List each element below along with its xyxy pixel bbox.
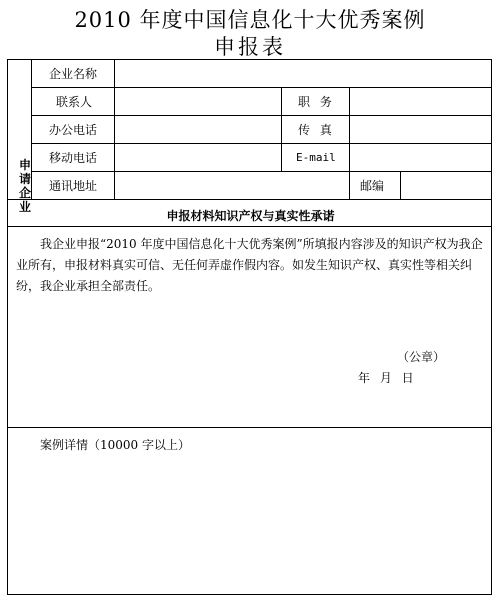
fax-label: 传 真 [298,123,332,137]
title-line-1: 2010 年度中国信息化十大优秀案例 [74,8,426,32]
section-divider-applicant [8,199,492,200]
contact-field[interactable] [116,89,279,114]
pledge-body: 我企业申报“2010 年度中国信息化十大优秀案例”所填报内容涉及的知识产权为我企业所有，申报材料真实可信、无任何弄虚作假内容。如发生知识产权、真实性等相关纠纷，我企业承担全部责任。 [16,237,483,293]
postcode-label-right-divider [400,171,401,199]
row-divider-4 [31,171,492,172]
row-divider-3 [31,143,492,144]
application-form-table [7,59,492,595]
right-label-left-divider [281,87,282,171]
title-line-2: 申报表 [214,35,286,59]
fax-field[interactable] [351,117,490,142]
position-label: 职 务 [298,95,332,109]
row-divider-2 [31,115,492,116]
postcode-label: 邮编 [360,179,385,193]
section-divider-pledge [8,427,492,428]
email-field[interactable] [351,145,490,170]
seal-label: （公章） [397,350,446,364]
position-field[interactable] [351,89,490,114]
mobile-phone-field[interactable] [116,145,279,170]
office-phone-label: 办公电话 [49,123,98,137]
postcode-label-left-divider [349,171,350,199]
case-detail-field[interactable] [10,455,490,593]
date-label: 年 月 日 [358,371,414,385]
label-column-divider [114,60,115,199]
row-divider-1 [31,87,492,88]
applicant-side-label: 申 请 企 业 [18,158,31,214]
email-label: E-mail [296,151,336,164]
postcode-field[interactable] [402,173,490,198]
pledge-heading-divider [8,226,492,227]
company-name-field[interactable] [116,61,490,86]
right-label-right-divider [349,87,350,171]
address-label: 通讯地址 [49,179,98,193]
contact-label: 联系人 [56,95,93,109]
office-phone-field[interactable] [116,117,279,142]
address-field[interactable] [116,173,347,198]
mobile-phone-label: 移动电话 [49,151,98,165]
case-detail-label: 案例详情（10000 字以上） [40,438,190,452]
company-name-label: 企业名称 [49,67,98,81]
pledge-heading: 申报材料知识产权与真实性承诺 [166,209,335,223]
